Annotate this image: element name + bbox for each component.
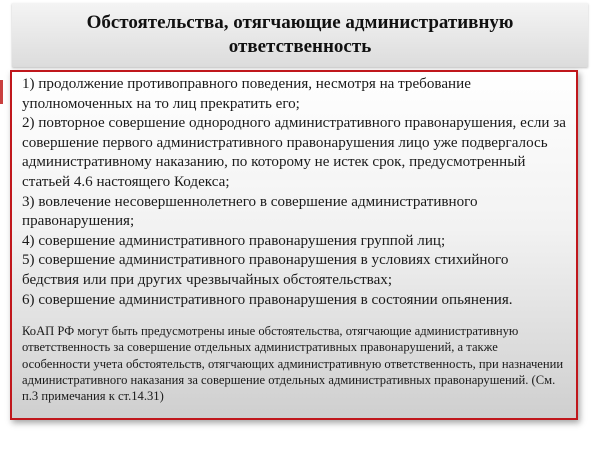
slide-title: Обстоятельства, отягчающие административную ответственность <box>86 12 514 57</box>
list-item: 3) вовлечение несовершеннолетнего в совершение административного правонарушения; <box>22 193 478 230</box>
title-box <box>12 3 588 67</box>
list-item: 4) совершение административного правонарушения группой лиц; <box>22 232 446 249</box>
list-item: 1) продолжение противоправного поведения, несмотря на требование уполномоченных на то лиц прекратить его; <box>22 76 471 112</box>
left-accent-mark <box>0 80 3 104</box>
list-item: 5) совершение административного правонарушения в условиях стихийного бедствия или при других чрезвычайных обстоятельствах; <box>22 252 509 288</box>
footnote: КоАП РФ могут быть предусмотрены иные обстоятельства, отягчающие административную ответственность за совершение отдельных административных правонарушений, а также особенности учета обстоятельств, отягчающих административную ответственность, при назначении административного наказания за совершение отдельных административных правонарушений. (См. п.3 примечания к ст.14.31) <box>22 324 564 404</box>
aggravating-circumstances-list <box>22 75 566 310</box>
list-item: 2) повторное совершение однородного административного правонарушения, если за совершение первого административного правонарушения лицо уже подвергалось административному наказанию, по которому не истек срок, предусмотренный статьей 4.6 настоящего Кодекса; <box>22 115 566 190</box>
list-item: 6) совершение административного правонарушения в состоянии опьянения. <box>22 291 513 308</box>
content-box <box>10 70 578 420</box>
